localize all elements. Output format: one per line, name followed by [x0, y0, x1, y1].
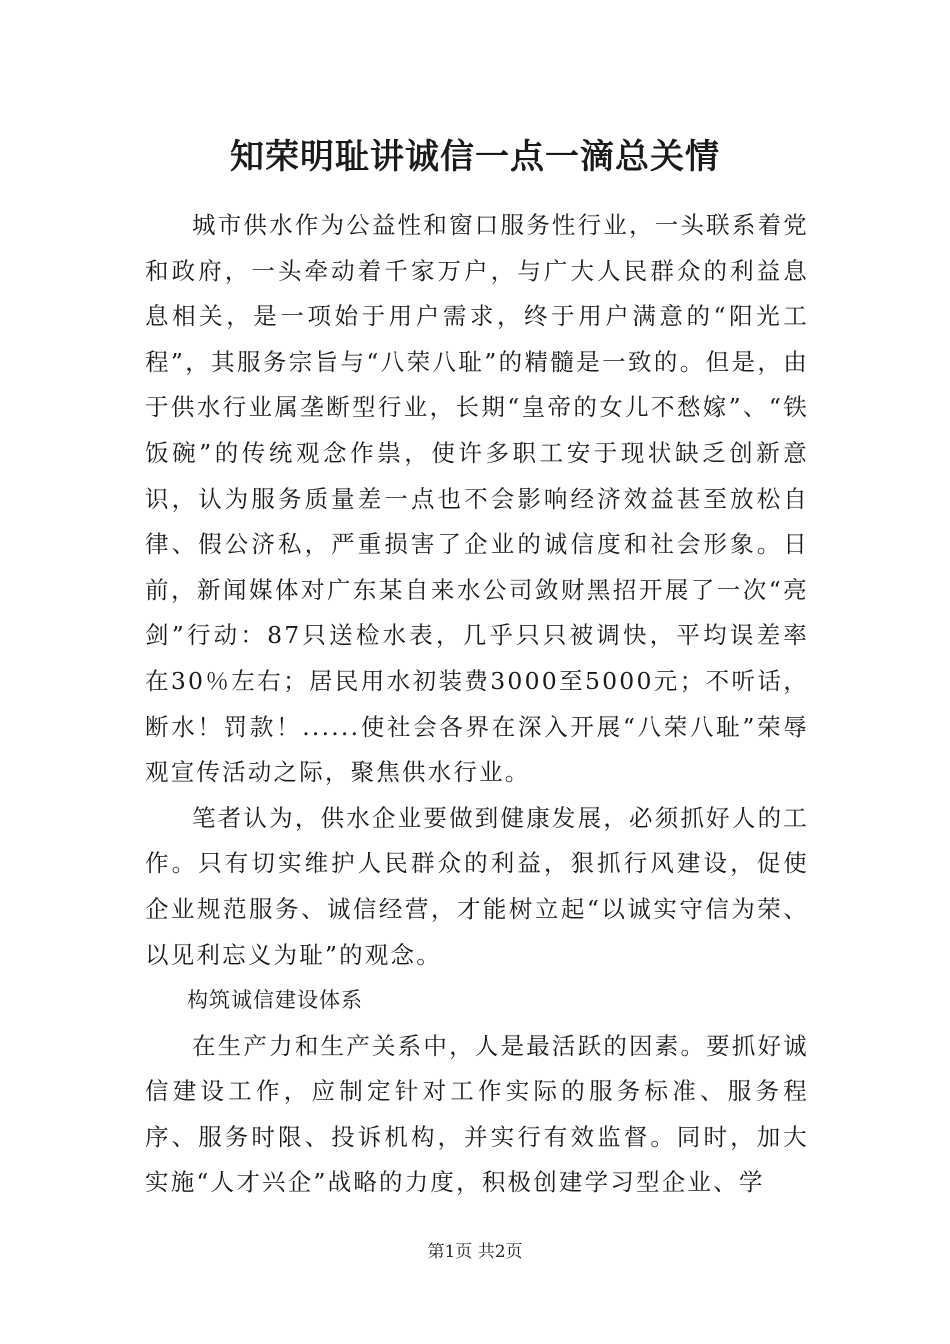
section-heading: 构筑诚信建设体系 [187, 988, 363, 1013]
paragraph-2: 笔者认为，供水企业要做到健康发展，必须抓好人的工作。只有切实维护人民群众的利益，狠抓行风建设，促使企业规范服务、诚信经营，才能树立起“以诚实守信为荣、以见利忘义为耻”的观念。 [145, 803, 809, 969]
page-number-footer: 第1页 共2页 [427, 1242, 523, 1262]
document-title: 知荣明耻讲诚信一点一滴总关情 [230, 137, 720, 177]
paragraph-3: 在生产力和生产关系中，人是最活跃的因素。要抓好诚信建设工作，应制定针对工作实际的服务标准、服务程序、服务时限、投诉机构，并实行有效监督。同时，加大实施“人才兴企”战略的力度，积极创建学习型企业、学 [145, 1031, 809, 1197]
paragraph-1: 城市供水作为公益性和窗口服务性行业，一头联系着党和政府，一头牵动着千家万户，与广大人民群众的利益息息相关，是一项始于用户需求，终于用户满意的“阳光工程”，其服务宗旨与“八荣八耻”的精髓是一致的。但是，由于供水行业属垄断型行业，长期“皇帝的女儿不愁嫁”、“铁饭碗”的传统观念作祟，使许多职工安于现状缺乏创新意识，认为服务质量差一点也不会影响经济效益甚至放松自律、假公济私，严重损害了企业的诚信度和社会形象。日前，新闻媒体对广东某自来水公司敛财黑招开展了一次“亮剑”行动：87只送检水表，几乎只只被调快，平均误差率在30％左右；居民用水初装费3000至5000元；不听话，断水！罚款！......使社会各界在深入开展“八荣八耻”荣辱观宣传活动之际，聚焦供水行业。 [145, 211, 809, 787]
document-body [145, 203, 809, 1206]
